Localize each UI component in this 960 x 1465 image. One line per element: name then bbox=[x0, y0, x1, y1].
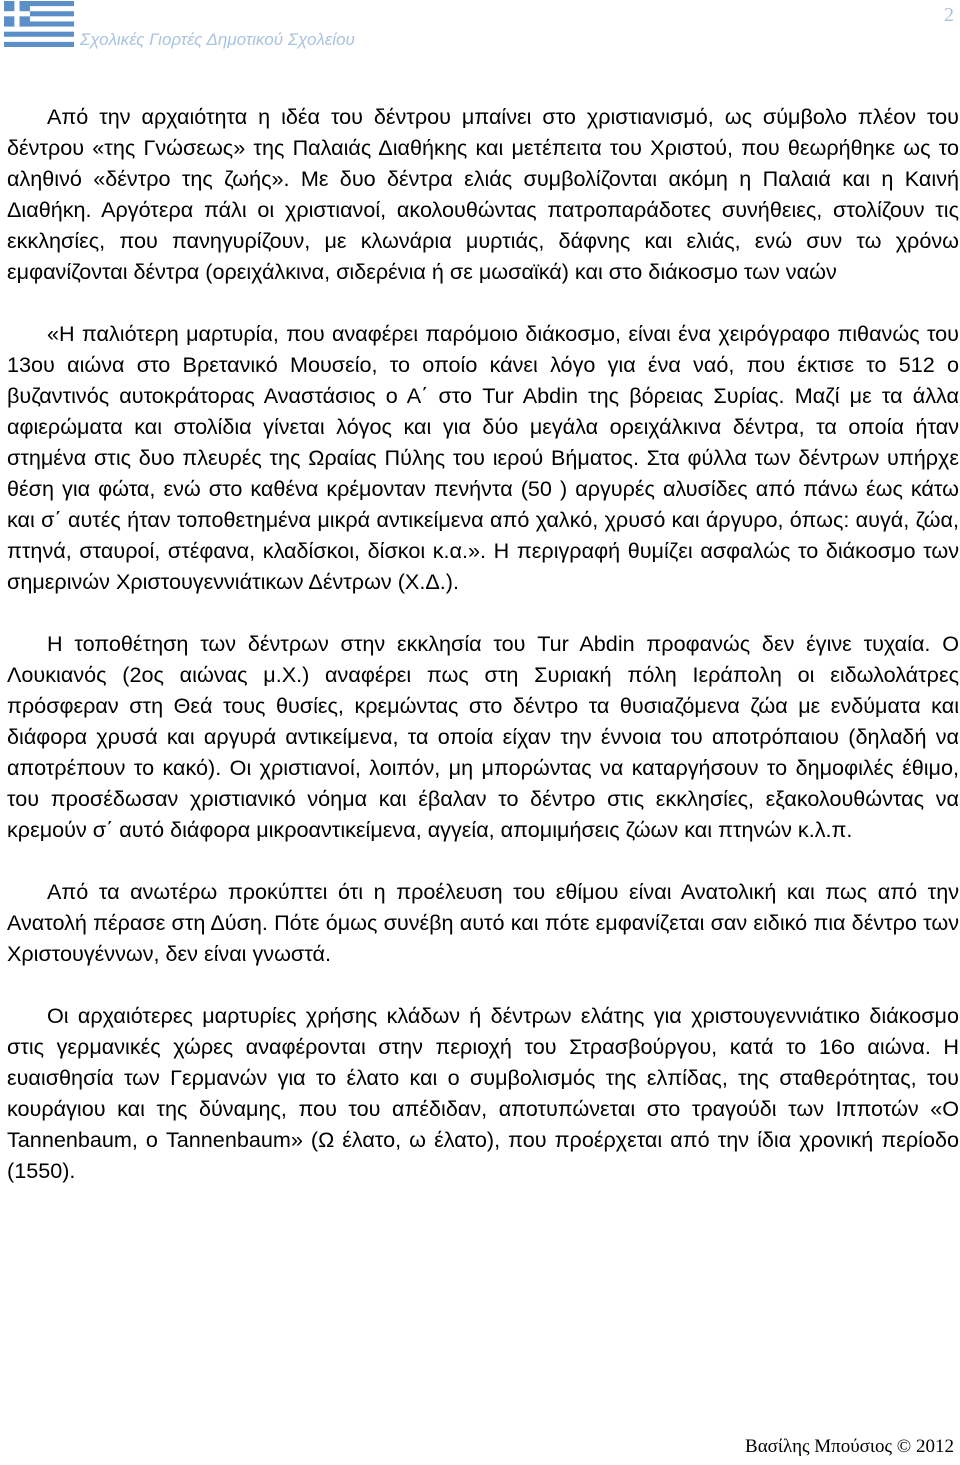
paragraph-3: Η τοποθέτηση των δέντρων στην εκκλησία του Tur Abdin προφανώς δεν έγινε τυχαία. Ο Λουκιανός (2ος αιώνας μ.Χ.) αναφέρει πως στη Συριακή πόλη Ιεράπολη οι ειδωλολάτρες πρόσφεραν στη Θεά τους θυσίες, κρεμώντας στο δέντρο τα θυσιαζόμενα ζώα με ενδύματα και διάφορα χρυσά και αργυρά αντικείμενα, τα οποία είχαν την έννοια του αποτρόπαιου (δηλαδή να αποτρέπουν το κακό). Οι χριστιανοί, λοιπόν, μη μπορώντας να καταργήσουν το δημοφιλές έθιμο, του προσέδωσαν χριστιανικό νόημα και έβαλαν το δέντρο στις εκκλησίες, εξακολουθώντας να κρεμούν σ΄ αυτό διάφορα μικροαντικείμενα, αγγεία, απομιμήσεις ζώων και πτηνών κ.λ.π. bbox=[7, 631, 959, 842]
paragraph-4: Από τα ανωτέρω προκύπτει ότι η προέλευση του εθίμου είναι Ανατολική και πως από την Ανατολή πέρασε στη Δύση. Πότε όμως συνέβη αυτό και πότε εμφανίζεται σαν ειδικό πια δέντρο των Χριστουγέννων, δεν είναι γνωστά. bbox=[7, 879, 959, 966]
page-header bbox=[0, 0, 960, 60]
header-title: Σχολικές Γιορτές Δημοτικού Σχολείου bbox=[80, 30, 355, 49]
page-number: 2 bbox=[944, 4, 954, 26]
document-body bbox=[7, 101, 959, 1186]
greek-flag-icon bbox=[4, 1, 74, 47]
paragraph-1: Από την αρχαιότητα η ιδέα του δέντρου μπαίνει στο χριστιανισμό, ως σύμβολο πλέον του δέντρου «της Γνώσεως» της Παλαιάς Διαθήκης και μετέπειτα του Χριστού, που θεωρήθηκε ως το αληθινό «δέντρο της ζωής». Με δυο δέντρα ελιάς συμβολίζονται ακόμη η Παλαιά και η Καινή Διαθήκη. Αργότερα πάλι οι χριστιανοί, ακολουθώντας πατροπαράδοτες συνήθειες, στολίζουν τις εκκλησίες, που πανηγυρίζουν, με κλωνάρια μυρτιάς, δάφνης και ελιάς, ενώ συν τω χρόνω εμφανίζονται δέντρα (ορειχάλκινα, σιδερένια ή σε μωσαϊκά) και στο διάκοσμο των ναών bbox=[7, 104, 959, 284]
paragraph-2: «Η παλιότερη μαρτυρία, που αναφέρει παρόμοιο διάκοσμο, είναι ένα χειρόγραφο πιθανώς του 13ου αιώνα στο Βρετανικό Μουσείο, το οποίο κάνει λόγο για ένα ναό, που έκτισε το 512 ο βυζαντινός αυτοκράτορας Αναστάσιος ο Α΄ στο Tur Abdin της βόρειας Συρίας. Μαζί με τα άλλα αφιερώματα και στολίδια γίνεται λόγος και για δύο μεγάλα ορειχάλκινα δέντρα, τα οποία ήταν στημένα στις δυο πλευρές της Ωραίας Πύλης του ιερού Βήματος. Στα φύλλα των δέντρων υπήρχε θέση για φώτα, ενώ στο καθένα κρέμονταν πενήντα (50 ) αργυρές αλυσίδες από πάνω έως κάτω και σ΄ αυτές ήταν τοποθετημένα μικρά αντικείμενα από χαλκό, χρυσό και άργυρο, όπως: αυγά, ζώα, πτηνά, σταυροί, στέφανα, κλαδίσκοι, δίσκοι κ.α.». Η περιγραφή θυμίζει ασφαλώς το διάκοσμο των σημερινών Χριστουγεννιάτικων Δέντρων (Χ.Δ.). bbox=[7, 321, 959, 594]
footer-copyright: Βασίλης Μπούσιος © 2012 bbox=[745, 1436, 954, 1457]
paragraph-5: Οι αρχαιότερες μαρτυρίες χρήσης κλάδων ή δέντρων ελάτης για χριστουγεννιάτικο διάκοσμο στις γερμανικές χώρες αναφέρονται στην περιοχή του Στρασβούργου, κατά το 16ο αιώνα. Η ευαισθησία των Γερμανών για το έλατο και ο συμβολισμός της ελπίδας, της σταθερότητας, του κουράγιου και της δύναμης, που του απέδιδαν, αποτυπώνεται στο τραγούδι των Ιπποτών «Ο Tannenbaum, ο Tannenbaum» (Ω έλατο, ω έλατο), που προέρχεται από την ίδια χρονική περίοδο (1550). bbox=[7, 1003, 959, 1183]
